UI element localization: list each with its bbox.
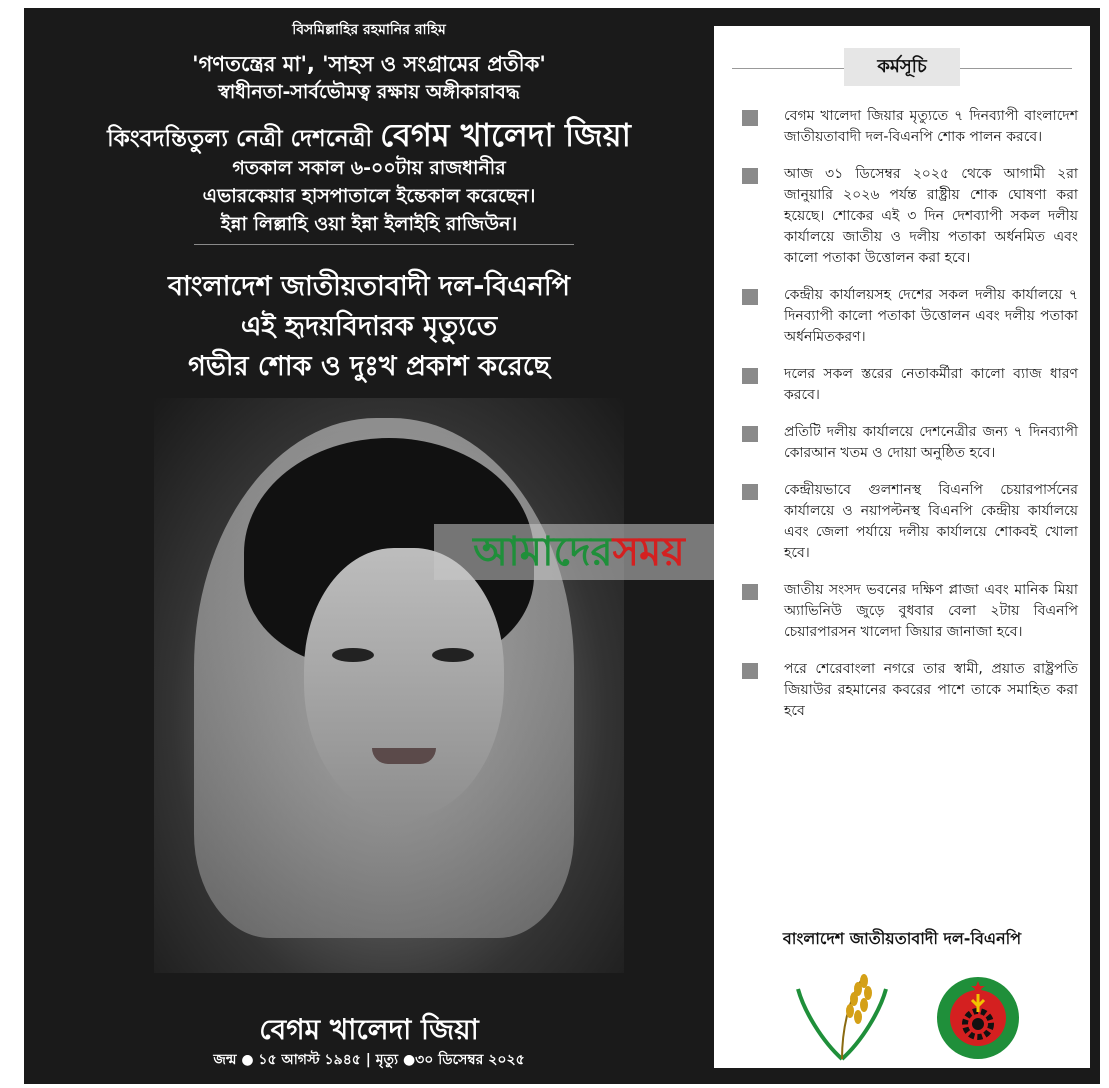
square-bullet-icon — [742, 168, 758, 184]
square-bullet-icon — [742, 663, 758, 679]
message-line-1: বাংলাদেশ জাতীয়তাবাদী দল-বিএনপি — [168, 271, 570, 302]
leader-name-caption: বেগম খালেদা জিয়া — [259, 1013, 479, 1046]
program-heading: কর্মসূচি — [844, 48, 960, 86]
program-item: জাতীয় সংসদ ভবনের দক্ষিণ প্লাজা এবং মানিক মিয়া অ্যাভিনিউ জুড়ে বুধবার বেলা ২টায় বিএনপি চেয়ারপারসন খালেদা জিয়ার জানাজা হবে। — [738, 580, 1078, 643]
square-bullet-icon — [742, 584, 758, 600]
condolence-advertisement — [24, 8, 1100, 1084]
square-bullet-icon — [742, 426, 758, 442]
bnp-flag-logo-icon — [936, 976, 1020, 1060]
square-bullet-icon — [742, 289, 758, 305]
portrait-mouth — [372, 748, 436, 764]
wheat-logo-icon — [792, 971, 892, 1061]
portrait-left-eye — [332, 648, 374, 662]
newspaper-watermark — [434, 524, 724, 580]
portrait-photo — [154, 398, 624, 973]
square-bullet-icon — [742, 484, 758, 500]
headline-prefix: কিংবদন্তিতুল্য নেত্রী দেশনেত্রী — [107, 126, 373, 152]
watermark-part-2: সময় — [612, 529, 685, 575]
headline-line-6: ইন্না লিল্লাহি ওয়া ইন্না ইলাইহি রাজিউন। — [220, 213, 518, 235]
program-list — [738, 106, 1078, 738]
program-item: কেন্দ্রীয়ভাবে গুলশানস্থ বিএনপি চেয়ারপার্সনের কার্যালয়ে ও নয়াপল্টনস্থ বিএনপি কেন্দ্রীয় কার্যালয়ে এবং জেলা পর্যায়ে দলীয় কার্যালয়ে শোকবই খোলা হবে। — [738, 480, 1078, 564]
square-bullet-icon — [742, 368, 758, 384]
bismillah-text: বিসমিল্লাহির রহমানির রাহিম — [292, 22, 446, 38]
portrait-face — [304, 548, 504, 818]
headline-leader-name: বেগম খালেদা জিয়া — [380, 116, 631, 154]
party-name: বাংলাদেশ জাতীয়তাবাদী দল-বিএনপি — [782, 929, 1022, 948]
divider-line — [194, 244, 574, 245]
program-item: বেগম খালেদা জিয়ার মৃত্যুতে ৭ দিনব্যাপী বাংলাদেশ জাতীয়তাবাদী দল-বিএনপি শোক পালন করবে। — [738, 106, 1078, 148]
headline-line-4: গতকাল সকাল ৬-০০টায় রাজধানীর — [232, 157, 506, 179]
program-item: দলের সকল স্তরের নেতাকর্মীরা কালো ব্যাজ ধারণ করবে। — [738, 364, 1078, 406]
headline-line-2: স্বাধীনতা-সার্বভৌমত্ব রক্ষায় অঙ্গীকারাবদ্ধ — [218, 81, 520, 103]
program-item: আজ ৩১ ডিসেম্বর ২০২৫ থেকে আগামী ২রা জানুয়ারি ২০২৬ পর্যন্ত রাষ্ট্রীয় শোক ঘোষণা করা হয়েছে। শোকের এই ৩ দিন দেশব্যাপী সকল দলীয় কার্যালয়ে জাতীয় ও দলীয় পতাকা অর্ধনমিত এবং কালো পতাকা উত্তোলন করা হবে। — [738, 164, 1078, 269]
message-line-2: এই হৃদয়বিদারক মৃত্যুতে — [240, 311, 498, 342]
portrait-right-eye — [432, 648, 474, 662]
program-item: পরে শেরেবাংলা নগরে তার স্বামী, প্রয়াত রাষ্ট্রপতি জিয়াউর রহমানের কবরের পাশে তাকে সমাহিত করা হবে — [738, 659, 1078, 722]
program-item: কেন্দ্রীয় কার্যালয়সহ দেশের সকল দলীয় কার্যালয়ে ৭ দিনব্যাপী কালো পতাকা উত্তোলন এবং দলীয় পতাকা অর্ধনমিতকরণ। — [738, 285, 1078, 348]
life-dates: জন্ম ● ১৫ আগস্ট ১৯৪৫ | মৃত্যু ●৩০ ডিসেম্বর ২০২৫ — [213, 1052, 525, 1068]
square-bullet-icon — [742, 110, 758, 126]
program-item: প্রতিটি দলীয় কার্যালয়ে দেশনেত্রীর জন্য ৭ দিনব্যাপী কোরআন খতম ও দোয়া অনুষ্ঠিত হবে। — [738, 422, 1078, 464]
watermark-part-1: আমাদের — [473, 529, 613, 575]
headline-line-5: এভারকেয়ার হাসপাতালে ইন্তেকাল করেছেন। — [202, 185, 536, 207]
message-line-3: গভীর শোক ও দুঃখ প্রকাশ করেছে — [188, 351, 550, 382]
program-panel — [714, 26, 1090, 1068]
headline-line-1: 'গণতন্ত্রের মা', 'সাহস ও সংগ্রামের প্রতীক' — [192, 52, 546, 76]
